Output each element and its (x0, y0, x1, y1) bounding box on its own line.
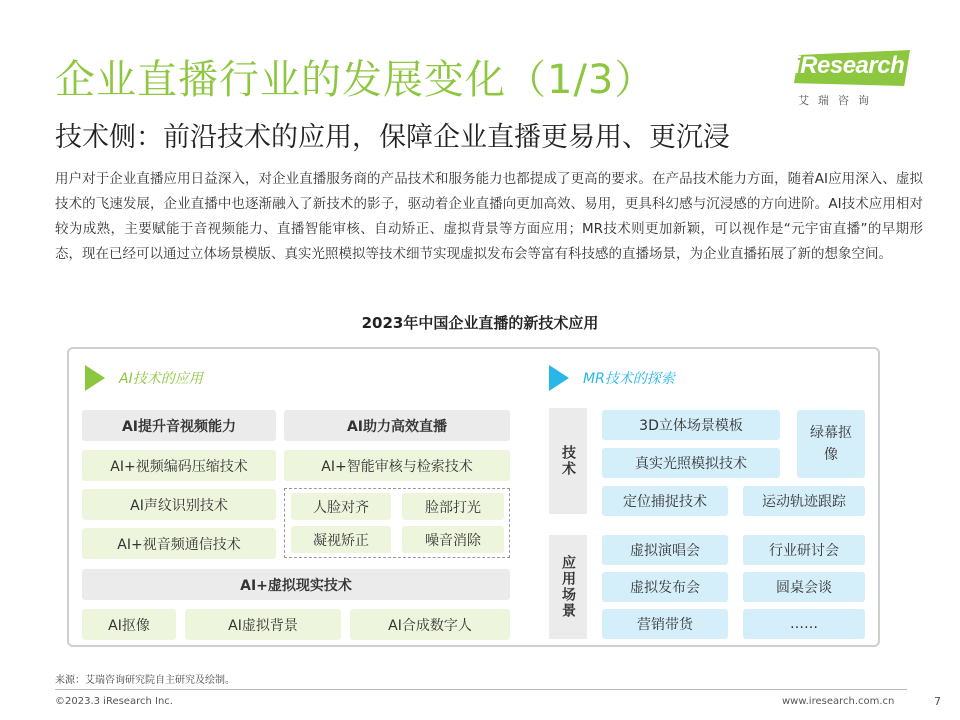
page-title: 企业直播行业的发展变化（1/3） (55, 57, 656, 103)
mr-tech-side-item: 绿幕抠像 (797, 410, 865, 478)
mr-tech-item: 真实光照模拟技术 (602, 448, 780, 478)
ai-section-heading (85, 365, 203, 391)
ai-vr-item: AI虚拟背景 (185, 609, 341, 640)
ai-av-header: AI提升音视频能力 (82, 410, 276, 441)
mr-scene-label: 应用场景 (549, 535, 587, 639)
mr-section-label: MR技术的探索 (583, 371, 675, 387)
mr-tech-label: 技术 (549, 408, 587, 514)
ai-av-item: AI+视频编码压缩技术 (82, 450, 276, 481)
copyright: ©2023.3 iResearch Inc. (55, 696, 173, 707)
ai-vr-header: AI+虚拟现实技术 (82, 569, 510, 600)
iresearch-logo (788, 48, 912, 110)
play-triangle-icon (85, 365, 105, 391)
logo-cn-name: 艾瑞咨询 (798, 94, 878, 107)
ai-live-grid-item: 人脸对齐 (291, 493, 391, 520)
ai-live-grid-item: 噪音消除 (402, 526, 504, 553)
intro-paragraph: 用户对于企业直播应用日益深入，对企业直播服务商的产品技术和服务能力也都提成了更高的要求。在产品技术能力方面，随着AI应用深入、虚拟技术的飞速发展，企业直播中也逐渐融入了新技术的影子，驱动着企业直播向更加高效、易用，更具科幻感与沉浸感的方向进阶。AI技术应用相对较为成熟，主要赋能于音视频能力、直播智能审核、自动矫正、虚拟背景等方面应用；MR技术则更加新颖，可以视作是“元宇宙直播”的早期形态，现在已经可以通过立体场景模版、真实光照模拟等技术细节实现虚拟发布会等富有科技感的直播场景，为企业直播拓展了新的想象空间。 (55, 171, 923, 262)
mr-tech-item: 3D立体场景模板 (602, 410, 780, 440)
mr-scene-item: 行业研讨会 (743, 535, 865, 565)
mr-scene-item: 圆桌会谈 (743, 572, 865, 602)
ai-live-item: AI+智能审核与检索技术 (284, 450, 510, 481)
page-subtitle: 技术侧：前沿技术的应用，保障企业直播更易用、更沉浸 (55, 122, 730, 153)
play-triangle-icon (549, 365, 569, 391)
logo-brand: iResearch (794, 52, 905, 79)
ai-vr-item: AI合成数字人 (350, 609, 510, 640)
ai-vr-item: AI抠像 (82, 609, 176, 640)
ai-live-header: AI助力高效直播 (284, 410, 510, 441)
ai-live-grid-item: 脸部打光 (402, 493, 504, 520)
ai-section-label: AI技术的应用 (119, 371, 203, 387)
mr-scene-item: 营销带货 (602, 609, 728, 639)
footer-divider (55, 689, 907, 690)
ai-av-item: AI声纹识别技术 (82, 489, 276, 520)
mr-tech-item: 运动轨迹跟踪 (743, 486, 865, 516)
diagram-title: 2023年中国企业直播的新技术应用 (361, 314, 599, 332)
ai-av-item: AI+视音频通信技术 (82, 528, 276, 559)
mr-scene-item: 虚拟演唱会 (602, 535, 728, 565)
website-url: www.iresearch.com.cn (782, 696, 895, 707)
page-number: 7 (934, 695, 941, 708)
mr-scene-item: …… (743, 609, 865, 639)
source-note: 来源：艾瑞咨询研究院自主研究及绘制。 (55, 675, 235, 686)
mr-scene-item: 虚拟发布会 (602, 572, 728, 602)
mr-tech-item: 定位捕捉技术 (602, 486, 728, 516)
ai-live-grid-item: 凝视矫正 (291, 526, 391, 553)
mr-section-heading (549, 365, 675, 391)
